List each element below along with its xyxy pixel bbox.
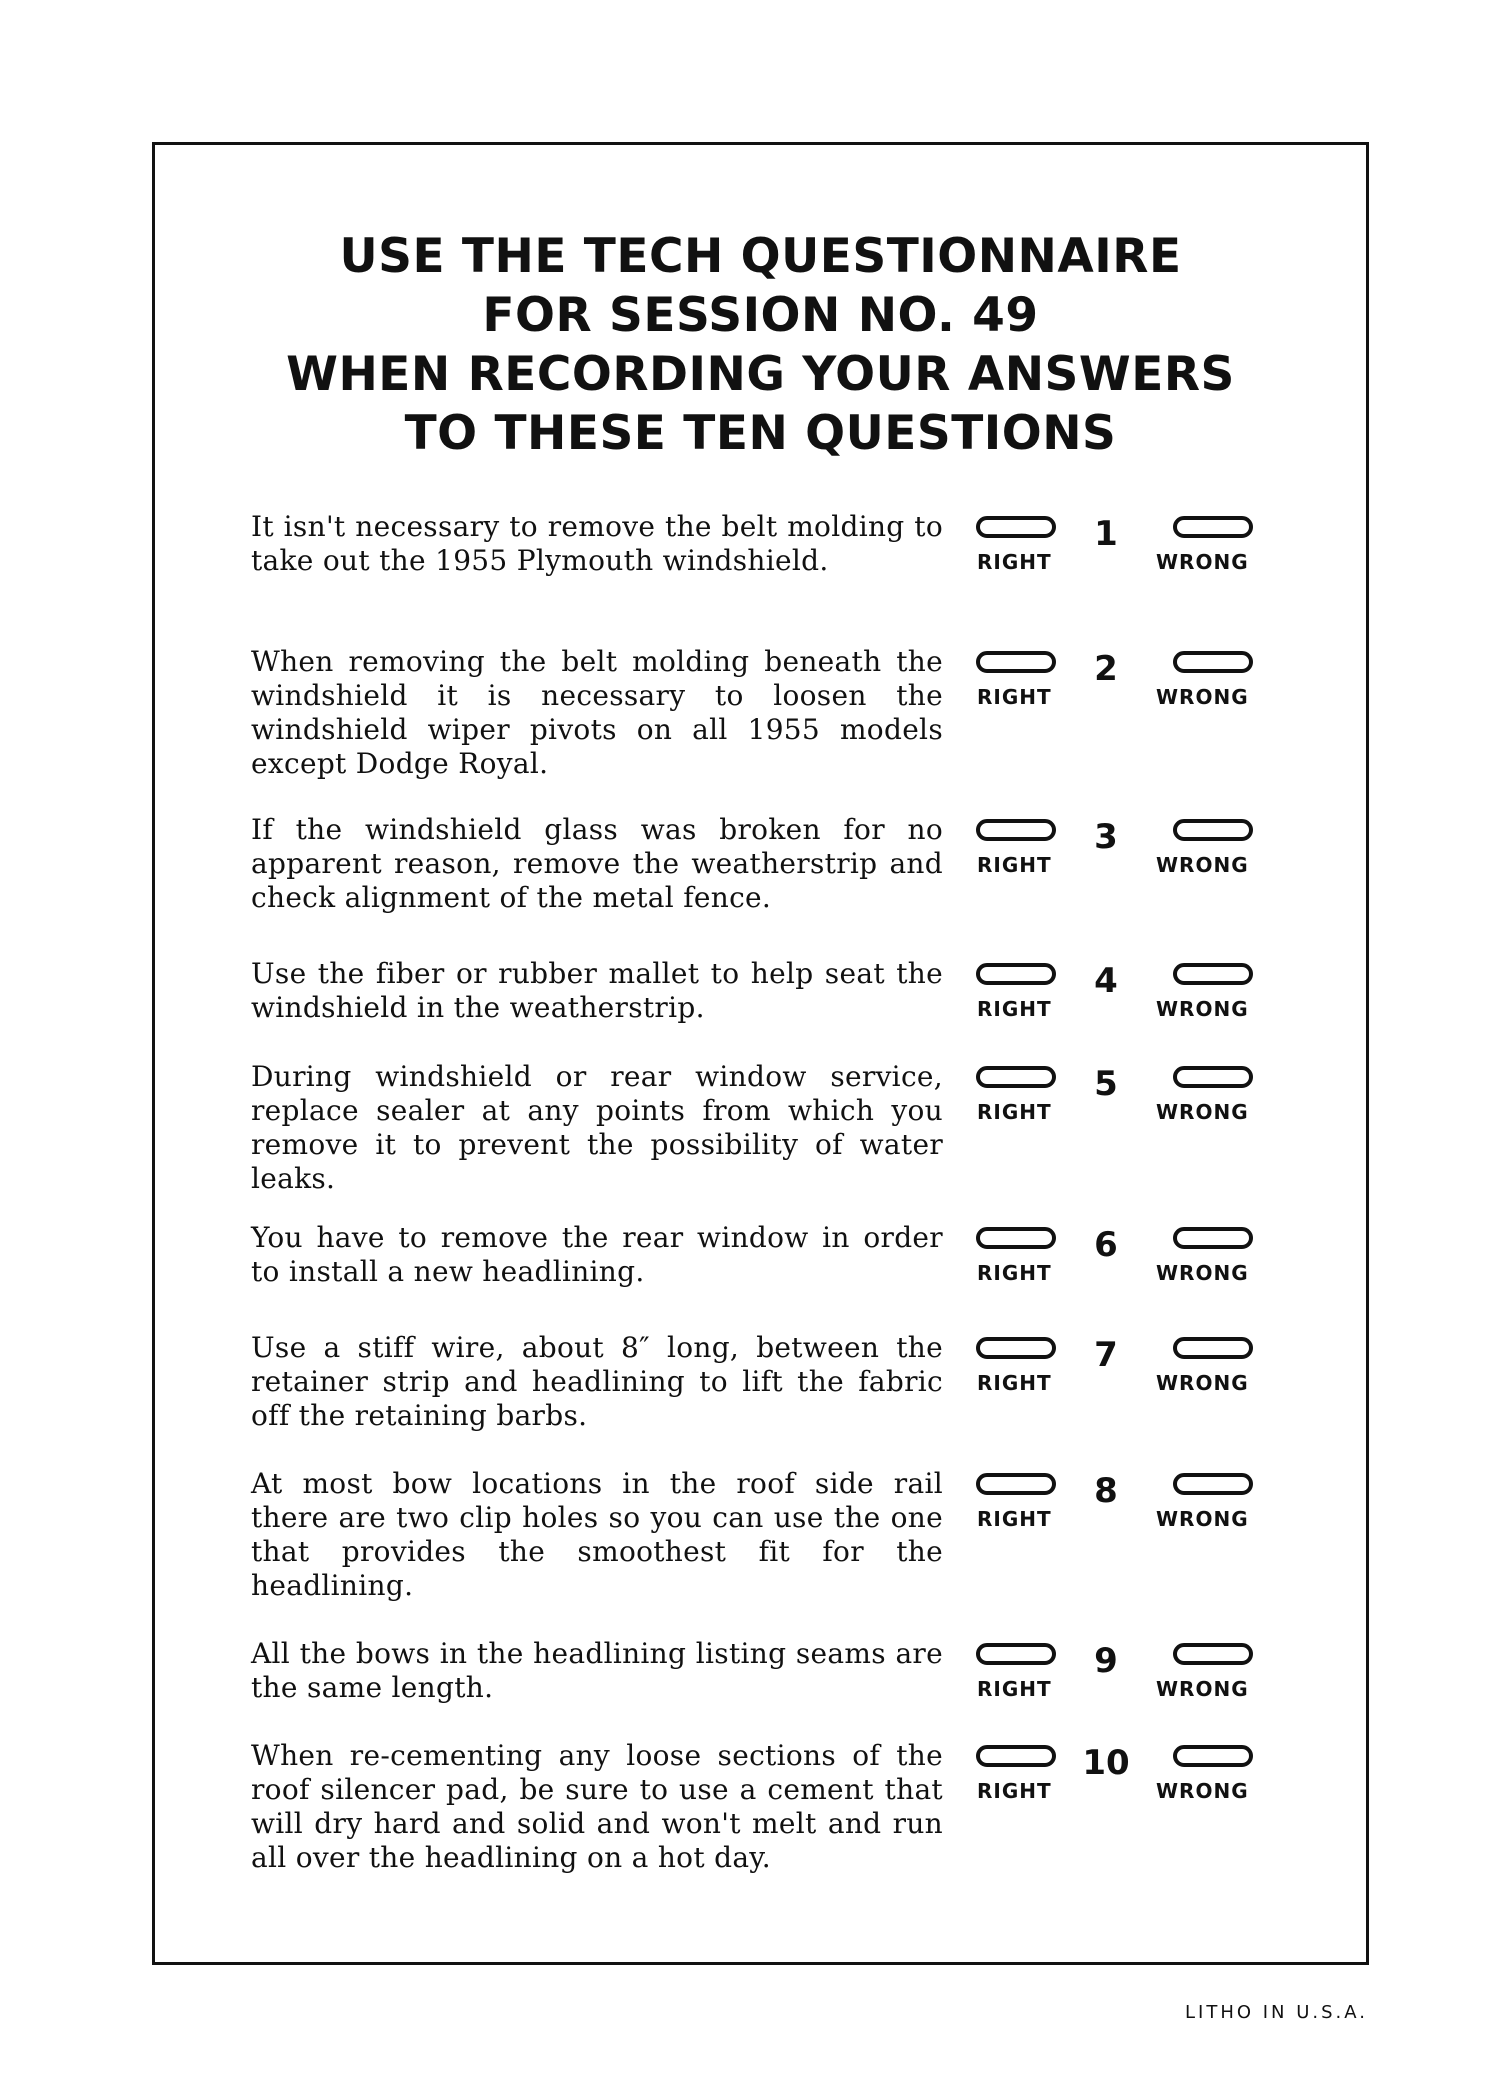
heading-line-2: FOR SESSION NO. 49 — [482, 288, 1039, 343]
right-answer-oval[interactable] — [976, 1643, 1056, 1665]
wrong-label: WRONG — [1156, 853, 1249, 877]
right-answer-oval[interactable] — [976, 1066, 1056, 1088]
wrong-answer-oval[interactable] — [1173, 651, 1253, 673]
wrong-answer-oval[interactable] — [1173, 516, 1253, 538]
right-answer-oval[interactable] — [976, 1745, 1056, 1767]
right-label: RIGHT — [977, 1100, 1052, 1124]
questionnaire-frame — [152, 142, 1369, 1965]
wrong-label: WRONG — [1156, 1677, 1249, 1701]
right-answer-oval[interactable] — [976, 651, 1056, 673]
page-heading — [155, 227, 1366, 463]
question-text: All the bows in the headlining listing seams are the same length. — [251, 1637, 943, 1704]
question-number: 2 — [1094, 649, 1118, 689]
heading-line-3: WHEN RECORDING YOUR ANSWERS — [286, 347, 1235, 402]
wrong-answer-oval[interactable] — [1173, 1227, 1253, 1249]
question-number: 9 — [1094, 1641, 1118, 1681]
wrong-answer-oval[interactable] — [1173, 1643, 1253, 1665]
wrong-label: WRONG — [1156, 550, 1249, 574]
right-label: RIGHT — [977, 1507, 1052, 1531]
question-text: During windshield or rear window service, replace sealer at any points from which you remove it to prevent the possibility of water leaks. — [251, 1060, 943, 1195]
right-label: RIGHT — [977, 550, 1052, 574]
question-text: You have to remove the rear window in order to install a new headlining. — [251, 1221, 943, 1288]
wrong-answer-oval[interactable] — [1173, 1066, 1253, 1088]
wrong-label: WRONG — [1156, 1507, 1249, 1531]
right-answer-oval[interactable] — [976, 1227, 1056, 1249]
question-number: 4 — [1094, 961, 1118, 1001]
wrong-answer-oval[interactable] — [1173, 1337, 1253, 1359]
right-label: RIGHT — [977, 997, 1052, 1021]
wrong-answer-oval[interactable] — [1173, 819, 1253, 841]
wrong-label: WRONG — [1156, 1261, 1249, 1285]
right-label: RIGHT — [977, 1779, 1052, 1803]
wrong-label: WRONG — [1156, 1100, 1249, 1124]
right-label: RIGHT — [977, 1371, 1052, 1395]
question-number: 6 — [1094, 1225, 1118, 1265]
right-label: RIGHT — [977, 853, 1052, 877]
right-answer-oval[interactable] — [976, 819, 1056, 841]
wrong-answer-oval[interactable] — [1173, 963, 1253, 985]
question-text: When re-cementing any loose sections of the roof silencer pad, be sure to use a cement that will dry hard and solid and won't melt and run all over the headlining on a hot day. — [251, 1739, 943, 1874]
question-number: 8 — [1094, 1471, 1118, 1511]
right-label: RIGHT — [977, 685, 1052, 709]
heading-line-4: TO THESE TEN QUESTIONS — [404, 406, 1117, 461]
wrong-label: WRONG — [1156, 997, 1249, 1021]
question-number: 10 — [1082, 1743, 1130, 1783]
question-text: If the windshield glass was broken for no apparent reason, remove the weatherstrip and check alignment of the metal fence. — [251, 813, 943, 914]
wrong-answer-oval[interactable] — [1173, 1745, 1253, 1767]
question-text: Use a stiff wire, about 8″ long, between the retainer strip and headlining to lift the fabric off the retaining barbs. — [251, 1331, 943, 1432]
question-number: 5 — [1094, 1064, 1118, 1104]
wrong-label: WRONG — [1156, 685, 1249, 709]
right-label: RIGHT — [977, 1261, 1052, 1285]
question-text: Use the fiber or rubber mallet to help seat the windshield in the weatherstrip. — [251, 957, 943, 1024]
right-answer-oval[interactable] — [976, 1337, 1056, 1359]
question-number: 1 — [1094, 514, 1118, 554]
printer-footer: LITHO IN U.S.A. — [1184, 2002, 1368, 2023]
wrong-answer-oval[interactable] — [1173, 1473, 1253, 1495]
question-text: When removing the belt molding beneath the windshield it is necessary to loosen the windshield wiper pivots on all 1955 models except Dodge Royal. — [251, 645, 943, 780]
wrong-label: WRONG — [1156, 1779, 1249, 1803]
wrong-label: WRONG — [1156, 1371, 1249, 1395]
right-answer-oval[interactable] — [976, 516, 1056, 538]
question-number: 3 — [1094, 817, 1118, 857]
heading-line-1: USE THE TECH QUESTIONNAIRE — [339, 229, 1182, 284]
right-answer-oval[interactable] — [976, 963, 1056, 985]
right-label: RIGHT — [977, 1677, 1052, 1701]
question-text: It isn't necessary to remove the belt molding to take out the 1955 Plymouth windshield. — [251, 510, 943, 577]
right-answer-oval[interactable] — [976, 1473, 1056, 1495]
question-number: 7 — [1094, 1335, 1118, 1375]
question-text: At most bow locations in the roof side rail there are two clip holes so you can use the one that provides the smoothest fit for the headlining. — [251, 1467, 943, 1602]
